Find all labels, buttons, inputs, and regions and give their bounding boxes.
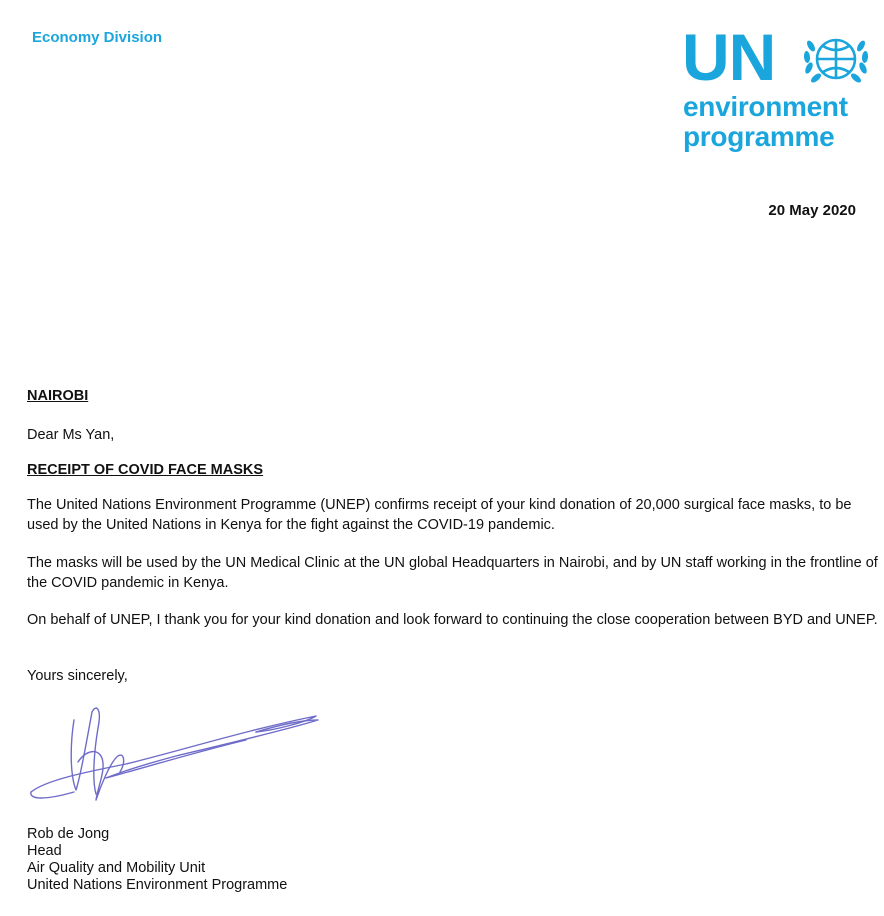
unep-logo bbox=[680, 20, 880, 155]
paragraph-2: The masks will be used by the UN Medical Clinic at the UN global Headquarters in Nairobi, and by UN staff working in the frontline of the COVID pandemic in Kenya. bbox=[27, 555, 878, 591]
division-label: Economy Division bbox=[32, 29, 163, 46]
paragraph-1: The United Nations Environment Programme (UNEP) confirms receipt of your kind donation of 20,000 surgical face masks, to be used by the United Nations in Kenya for the fight against the COVID-19 pandemic. bbox=[27, 497, 852, 533]
signatory-title: Head bbox=[27, 843, 62, 859]
letter-date: 20 May 2020 bbox=[768, 202, 856, 219]
paragraph-3: On behalf of UNEP, I thank you for your kind donation and look forward to continuing the close cooperation between BYD and UNEP. bbox=[27, 612, 878, 628]
handwritten-signature bbox=[26, 700, 326, 812]
salutation: Dear Ms Yan, bbox=[27, 427, 115, 443]
closing: Yours sincerely, bbox=[27, 668, 128, 684]
city-heading: NAIROBI bbox=[27, 388, 89, 404]
signatory-name: Rob de Jong bbox=[27, 826, 110, 842]
signatory-organization: United Nations Environment Programme bbox=[27, 877, 288, 893]
signature-block bbox=[27, 826, 287, 894]
signatory-unit: Air Quality and Mobility Unit bbox=[27, 860, 206, 876]
logo-un-text: UN bbox=[682, 20, 776, 94]
un-emblem-icon bbox=[801, 32, 871, 88]
logo-programme-text: programme bbox=[683, 121, 835, 152]
logo-environment-text: environment bbox=[683, 91, 848, 122]
subject-heading: RECEIPT OF COVID FACE MASKS bbox=[27, 462, 264, 478]
